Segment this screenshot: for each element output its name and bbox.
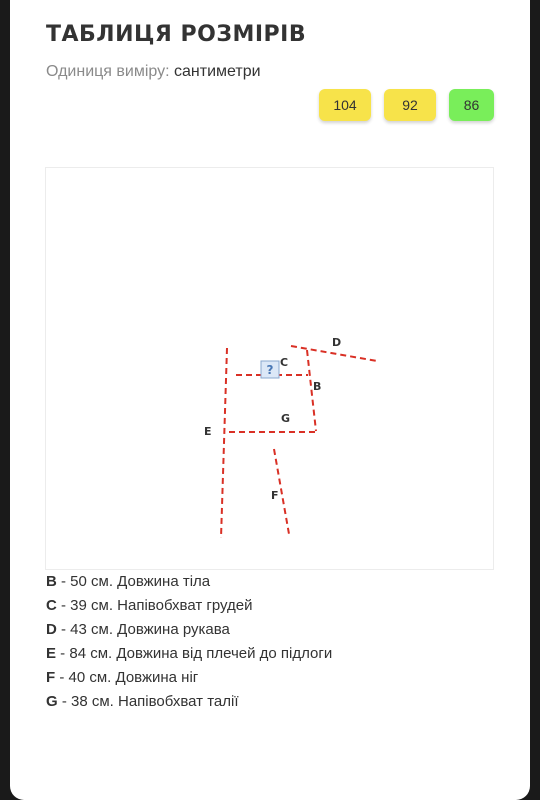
svg-text:?: ?	[266, 363, 274, 377]
broken-image-icon	[261, 361, 279, 378]
measurement-item-c: C - 39 см. Напівобхват грудей	[46, 597, 253, 614]
unit-value: сантиметри	[174, 63, 261, 80]
size-button-86[interactable]: 86	[449, 89, 494, 121]
size-chart-panel	[10, 0, 530, 800]
unit-label: Одиниця виміру:	[46, 63, 170, 80]
page-title: ТАБЛИЦЯ РОЗМІРІВ	[46, 22, 307, 47]
measurements-list	[46, 572, 332, 716]
measurement-item-b: B - 50 см. Довжина тіла	[46, 573, 211, 590]
size-button-104[interactable]: 104	[319, 89, 371, 121]
size-button-92[interactable]: 92	[384, 89, 436, 121]
label-e: E	[204, 425, 212, 438]
measurement-item-d: D - 43 см. Довжина рукава	[46, 621, 230, 638]
label-c: C	[280, 356, 289, 369]
size-selector	[319, 89, 494, 121]
label-d: D	[332, 336, 342, 349]
label-f: F	[271, 489, 279, 502]
line-e	[221, 348, 227, 538]
measurement-diagram	[45, 167, 494, 570]
label-g: G	[281, 412, 291, 425]
measurement-item-g: G - 38 см. Напівобхват талії	[46, 693, 239, 710]
unit-row	[46, 63, 261, 81]
measurement-item-e: E - 84 см. Довжина від плечей до підлоги	[46, 645, 333, 662]
label-b: B	[313, 380, 322, 393]
measurement-diagram-svg	[46, 168, 495, 571]
measurement-item-f: F - 40 см. Довжина ніг	[46, 669, 199, 686]
